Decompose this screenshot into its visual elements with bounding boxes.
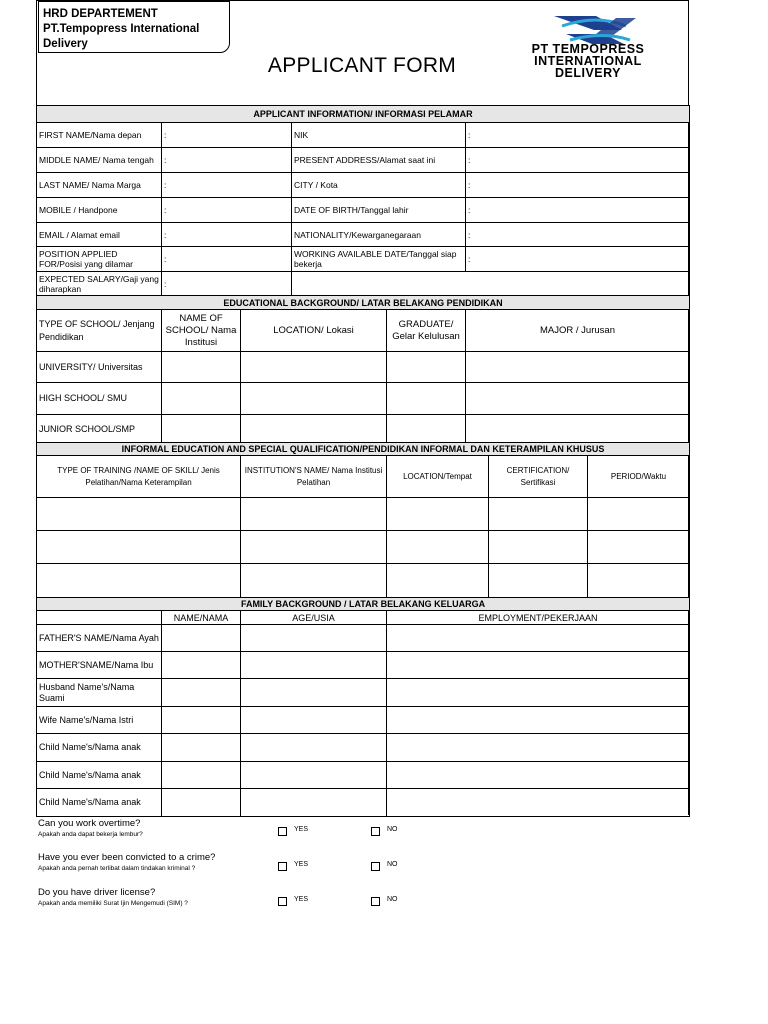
wife-age-cell[interactable] bbox=[241, 707, 387, 734]
nationality-field[interactable]: : bbox=[466, 223, 690, 247]
junior-school-major-cell[interactable] bbox=[466, 415, 690, 444]
question-driver-license bbox=[38, 887, 188, 908]
logo-text bbox=[496, 43, 680, 79]
label-working-available-date: WORKING AVAILABLE DATE/Tanggal siap bekerja bbox=[292, 247, 466, 272]
training-cell[interactable] bbox=[241, 498, 387, 531]
mother-employment-cell[interactable] bbox=[387, 652, 690, 679]
blank-cell bbox=[292, 272, 690, 296]
section-applicant-title: APPLICANT INFORMATION/ INFORMASI PELAMAR bbox=[37, 106, 690, 123]
license-no-label: NO bbox=[387, 896, 398, 903]
logo-line-3: DELIVERY bbox=[554, 66, 622, 80]
working-available-date-field[interactable]: : bbox=[466, 247, 690, 272]
first-name-field[interactable]: : bbox=[162, 123, 292, 148]
header-type-of-training: TYPE OF TRAINING /NAME OF SKILL/ Jenis Pelatihan/Nama Keterampilan bbox=[37, 456, 241, 498]
training-cell[interactable] bbox=[387, 531, 489, 564]
father-employment-cell[interactable] bbox=[387, 625, 690, 652]
section-family-title: FAMILY BACKGROUND / LATAR BELAKANG KELUARGA bbox=[37, 598, 690, 611]
child-2-employment-cell[interactable] bbox=[387, 762, 690, 789]
label-position-applied: POSITION APPLIED FOR/Posisi yang dilamar bbox=[37, 247, 162, 272]
header-family-age: AGE/USIA bbox=[241, 611, 387, 625]
education-table bbox=[36, 295, 690, 444]
wife-name-cell[interactable] bbox=[162, 707, 241, 734]
department-name: HRD DEPARTEMENT bbox=[43, 8, 158, 20]
position-applied-field[interactable]: : bbox=[162, 247, 292, 272]
middle-name-field[interactable]: : bbox=[162, 148, 292, 173]
question-crime bbox=[38, 852, 215, 873]
row-university: UNIVERSITY/ Universitas bbox=[37, 352, 162, 383]
row-father: FATHER'S NAME/Nama Ayah bbox=[37, 625, 162, 652]
label-mobile: MOBILE / Handpone bbox=[37, 198, 162, 223]
row-child-1: Child Name's/Nama anak bbox=[37, 734, 162, 762]
row-child-3: Child Name's/Nama anak bbox=[37, 789, 162, 817]
company-name-line1: PT.Tempopress International bbox=[43, 23, 200, 35]
husband-age-cell[interactable] bbox=[241, 679, 387, 707]
question-driver-license-subtext: Apakah anda memiliki Surat Ijin Mengemudi (SIM) ? bbox=[38, 900, 188, 907]
university-name-cell[interactable] bbox=[162, 352, 241, 383]
question-overtime bbox=[38, 818, 143, 839]
father-name-cell[interactable] bbox=[162, 625, 241, 652]
question-crime-subtext: Apakah anda pernah terlibat dalam tindakan kriminal ? bbox=[38, 865, 196, 872]
label-last-name: LAST NAME/ Nama Marga bbox=[37, 173, 162, 198]
wife-employment-cell[interactable] bbox=[387, 707, 690, 734]
child-1-age-cell[interactable] bbox=[241, 734, 387, 762]
question-crime-text: Have you ever been convicted to a crime? bbox=[38, 852, 216, 863]
training-cell[interactable] bbox=[588, 531, 690, 564]
department-box bbox=[38, 1, 230, 53]
last-name-field[interactable]: : bbox=[162, 173, 292, 198]
overtime-yes-checkbox[interactable] bbox=[278, 827, 287, 836]
crime-no-label: NO bbox=[387, 861, 398, 868]
crime-yes-label: YES bbox=[294, 861, 309, 868]
header-period: PERIOD/Waktu bbox=[588, 456, 690, 498]
label-city: CITY / Kota bbox=[292, 173, 466, 198]
header-type-of-school: TYPE OF SCHOOL/ Jenjang Pendidikan bbox=[37, 310, 162, 352]
header-training-location: LOCATION/Tempat bbox=[387, 456, 489, 498]
label-email: EMAIL / Alamat email bbox=[37, 223, 162, 247]
row-mother: MOTHER'SNAME/Nama Ibu bbox=[37, 652, 162, 679]
training-cell[interactable] bbox=[387, 564, 489, 598]
father-age-cell[interactable] bbox=[241, 625, 387, 652]
section-education-title: EDUCATIONAL BACKGROUND/ LATAR BELAKANG PENDIDIKAN bbox=[37, 296, 690, 310]
logo-line-1: PT TEMPOPRESS bbox=[531, 42, 645, 56]
header-family-employment: EMPLOYMENT/PEKERJAAN bbox=[387, 611, 690, 625]
label-first-name: FIRST NAME/Nama depan bbox=[37, 123, 162, 148]
header-name-of-school: NAME OF SCHOOL/ Nama Institusi bbox=[162, 310, 241, 352]
husband-employment-cell[interactable] bbox=[387, 679, 690, 707]
applicant-info-table bbox=[36, 105, 690, 296]
husband-name-cell[interactable] bbox=[162, 679, 241, 707]
header-graduate: GRADUATE/ Gelar Kelulusan bbox=[387, 310, 466, 352]
mother-age-cell[interactable] bbox=[241, 652, 387, 679]
training-cell[interactable] bbox=[588, 564, 690, 598]
city-field[interactable]: : bbox=[466, 173, 690, 198]
date-of-birth-field[interactable]: : bbox=[466, 198, 690, 223]
license-yes-checkbox[interactable] bbox=[278, 897, 287, 906]
label-nationality: NATIONALITY/Kewarganegaraan bbox=[292, 223, 466, 247]
present-address-field[interactable]: : bbox=[466, 148, 690, 173]
row-junior-school: JUNIOR SCHOOL/SMP bbox=[37, 415, 162, 444]
university-major-cell[interactable] bbox=[466, 352, 690, 383]
training-row bbox=[37, 564, 690, 598]
training-row bbox=[37, 498, 690, 531]
expected-salary-field[interactable]: : bbox=[162, 272, 292, 296]
training-cell[interactable] bbox=[588, 498, 690, 531]
row-child-2: Child Name's/Nama anak bbox=[37, 762, 162, 789]
question-overtime-subtext: Apakah anda dapat bekerja lembur? bbox=[38, 831, 143, 838]
high-school-major-cell[interactable] bbox=[466, 383, 690, 415]
training-cell[interactable] bbox=[489, 531, 588, 564]
high-school-name-cell[interactable] bbox=[162, 383, 241, 415]
question-overtime-text: Can you work overtime? bbox=[38, 818, 141, 829]
training-cell[interactable] bbox=[241, 564, 387, 598]
training-cell[interactable] bbox=[489, 498, 588, 531]
university-graduate-cell[interactable] bbox=[387, 352, 466, 383]
training-cell[interactable] bbox=[241, 531, 387, 564]
label-present-address: PRESENT ADDRESS/Alamat saat ini bbox=[292, 148, 466, 173]
training-cell[interactable] bbox=[387, 498, 489, 531]
page-title: APPLICANT FORM bbox=[267, 54, 457, 77]
high-school-graduate-cell[interactable] bbox=[387, 383, 466, 415]
child-3-name-cell[interactable] bbox=[162, 789, 241, 817]
junior-school-graduate-cell[interactable] bbox=[387, 415, 466, 444]
training-cell[interactable] bbox=[489, 564, 588, 598]
label-nik: NIK bbox=[292, 123, 466, 148]
row-wife: Wife Name's/Nama Istri bbox=[37, 707, 162, 734]
question-driver-license-text: Do you have driver license? bbox=[38, 887, 156, 898]
crime-no-checkbox[interactable] bbox=[371, 862, 380, 871]
training-cell[interactable] bbox=[37, 564, 241, 598]
high-school-location-cell[interactable] bbox=[241, 383, 387, 415]
row-high-school: HIGH SCHOOL/ SMU bbox=[37, 383, 162, 415]
logo-wave-icon bbox=[554, 16, 636, 44]
company-name-line2: Delivery bbox=[43, 38, 88, 50]
header-institution-name: INSTITUTION'S NAME/ Nama Institusi Pelatihan bbox=[241, 456, 387, 498]
informal-education-table bbox=[36, 442, 690, 598]
email-field[interactable]: : bbox=[162, 223, 292, 247]
license-yes-label: YES bbox=[294, 896, 309, 903]
header-family-name: NAME/NAMA bbox=[162, 611, 241, 625]
university-location-cell[interactable] bbox=[241, 352, 387, 383]
header-location: LOCATION/ Lokasi bbox=[241, 310, 387, 352]
label-expected-salary: EXPECTED SALARY/Gaji yang diharapkan bbox=[37, 272, 162, 296]
child-1-name-cell[interactable] bbox=[162, 734, 241, 762]
child-3-employment-cell[interactable] bbox=[387, 789, 690, 817]
row-husband: Husband Name's/Nama Suami bbox=[37, 679, 162, 707]
training-cell[interactable] bbox=[37, 531, 241, 564]
section-informal-title: INFORMAL EDUCATION AND SPECIAL QUALIFICATION/PENDIDIKAN INFORMAL DAN KETERAMPILAN KHUSUS bbox=[37, 443, 690, 456]
training-cell[interactable] bbox=[37, 498, 241, 531]
mother-name-cell[interactable] bbox=[162, 652, 241, 679]
child-1-employment-cell[interactable] bbox=[387, 734, 690, 762]
overtime-no-checkbox[interactable] bbox=[371, 827, 380, 836]
overtime-no-label: NO bbox=[387, 826, 398, 833]
header-major: MAJOR / Jurusan bbox=[466, 310, 690, 352]
family-table bbox=[36, 597, 690, 817]
label-date-of-birth: DATE OF BIRTH/Tanggal lahir bbox=[292, 198, 466, 223]
training-row bbox=[37, 531, 690, 564]
child-2-age-cell[interactable] bbox=[241, 762, 387, 789]
child-2-name-cell[interactable] bbox=[162, 762, 241, 789]
junior-school-location-cell[interactable] bbox=[241, 415, 387, 444]
crime-yes-checkbox[interactable] bbox=[278, 862, 287, 871]
junior-school-name-cell[interactable] bbox=[162, 415, 241, 444]
header-blank bbox=[37, 611, 162, 625]
child-3-age-cell[interactable] bbox=[241, 789, 387, 817]
mobile-field[interactable]: : bbox=[162, 198, 292, 223]
label-middle-name: MIDDLE NAME/ Nama tengah bbox=[37, 148, 162, 173]
license-no-checkbox[interactable] bbox=[371, 897, 380, 906]
header-certification: CERTIFICATION/ Sertifikasi bbox=[489, 456, 588, 498]
nik-field[interactable]: : bbox=[466, 123, 690, 148]
overtime-yes-label: YES bbox=[294, 826, 309, 833]
logo-line-2: INTERNATIONAL bbox=[534, 54, 642, 68]
